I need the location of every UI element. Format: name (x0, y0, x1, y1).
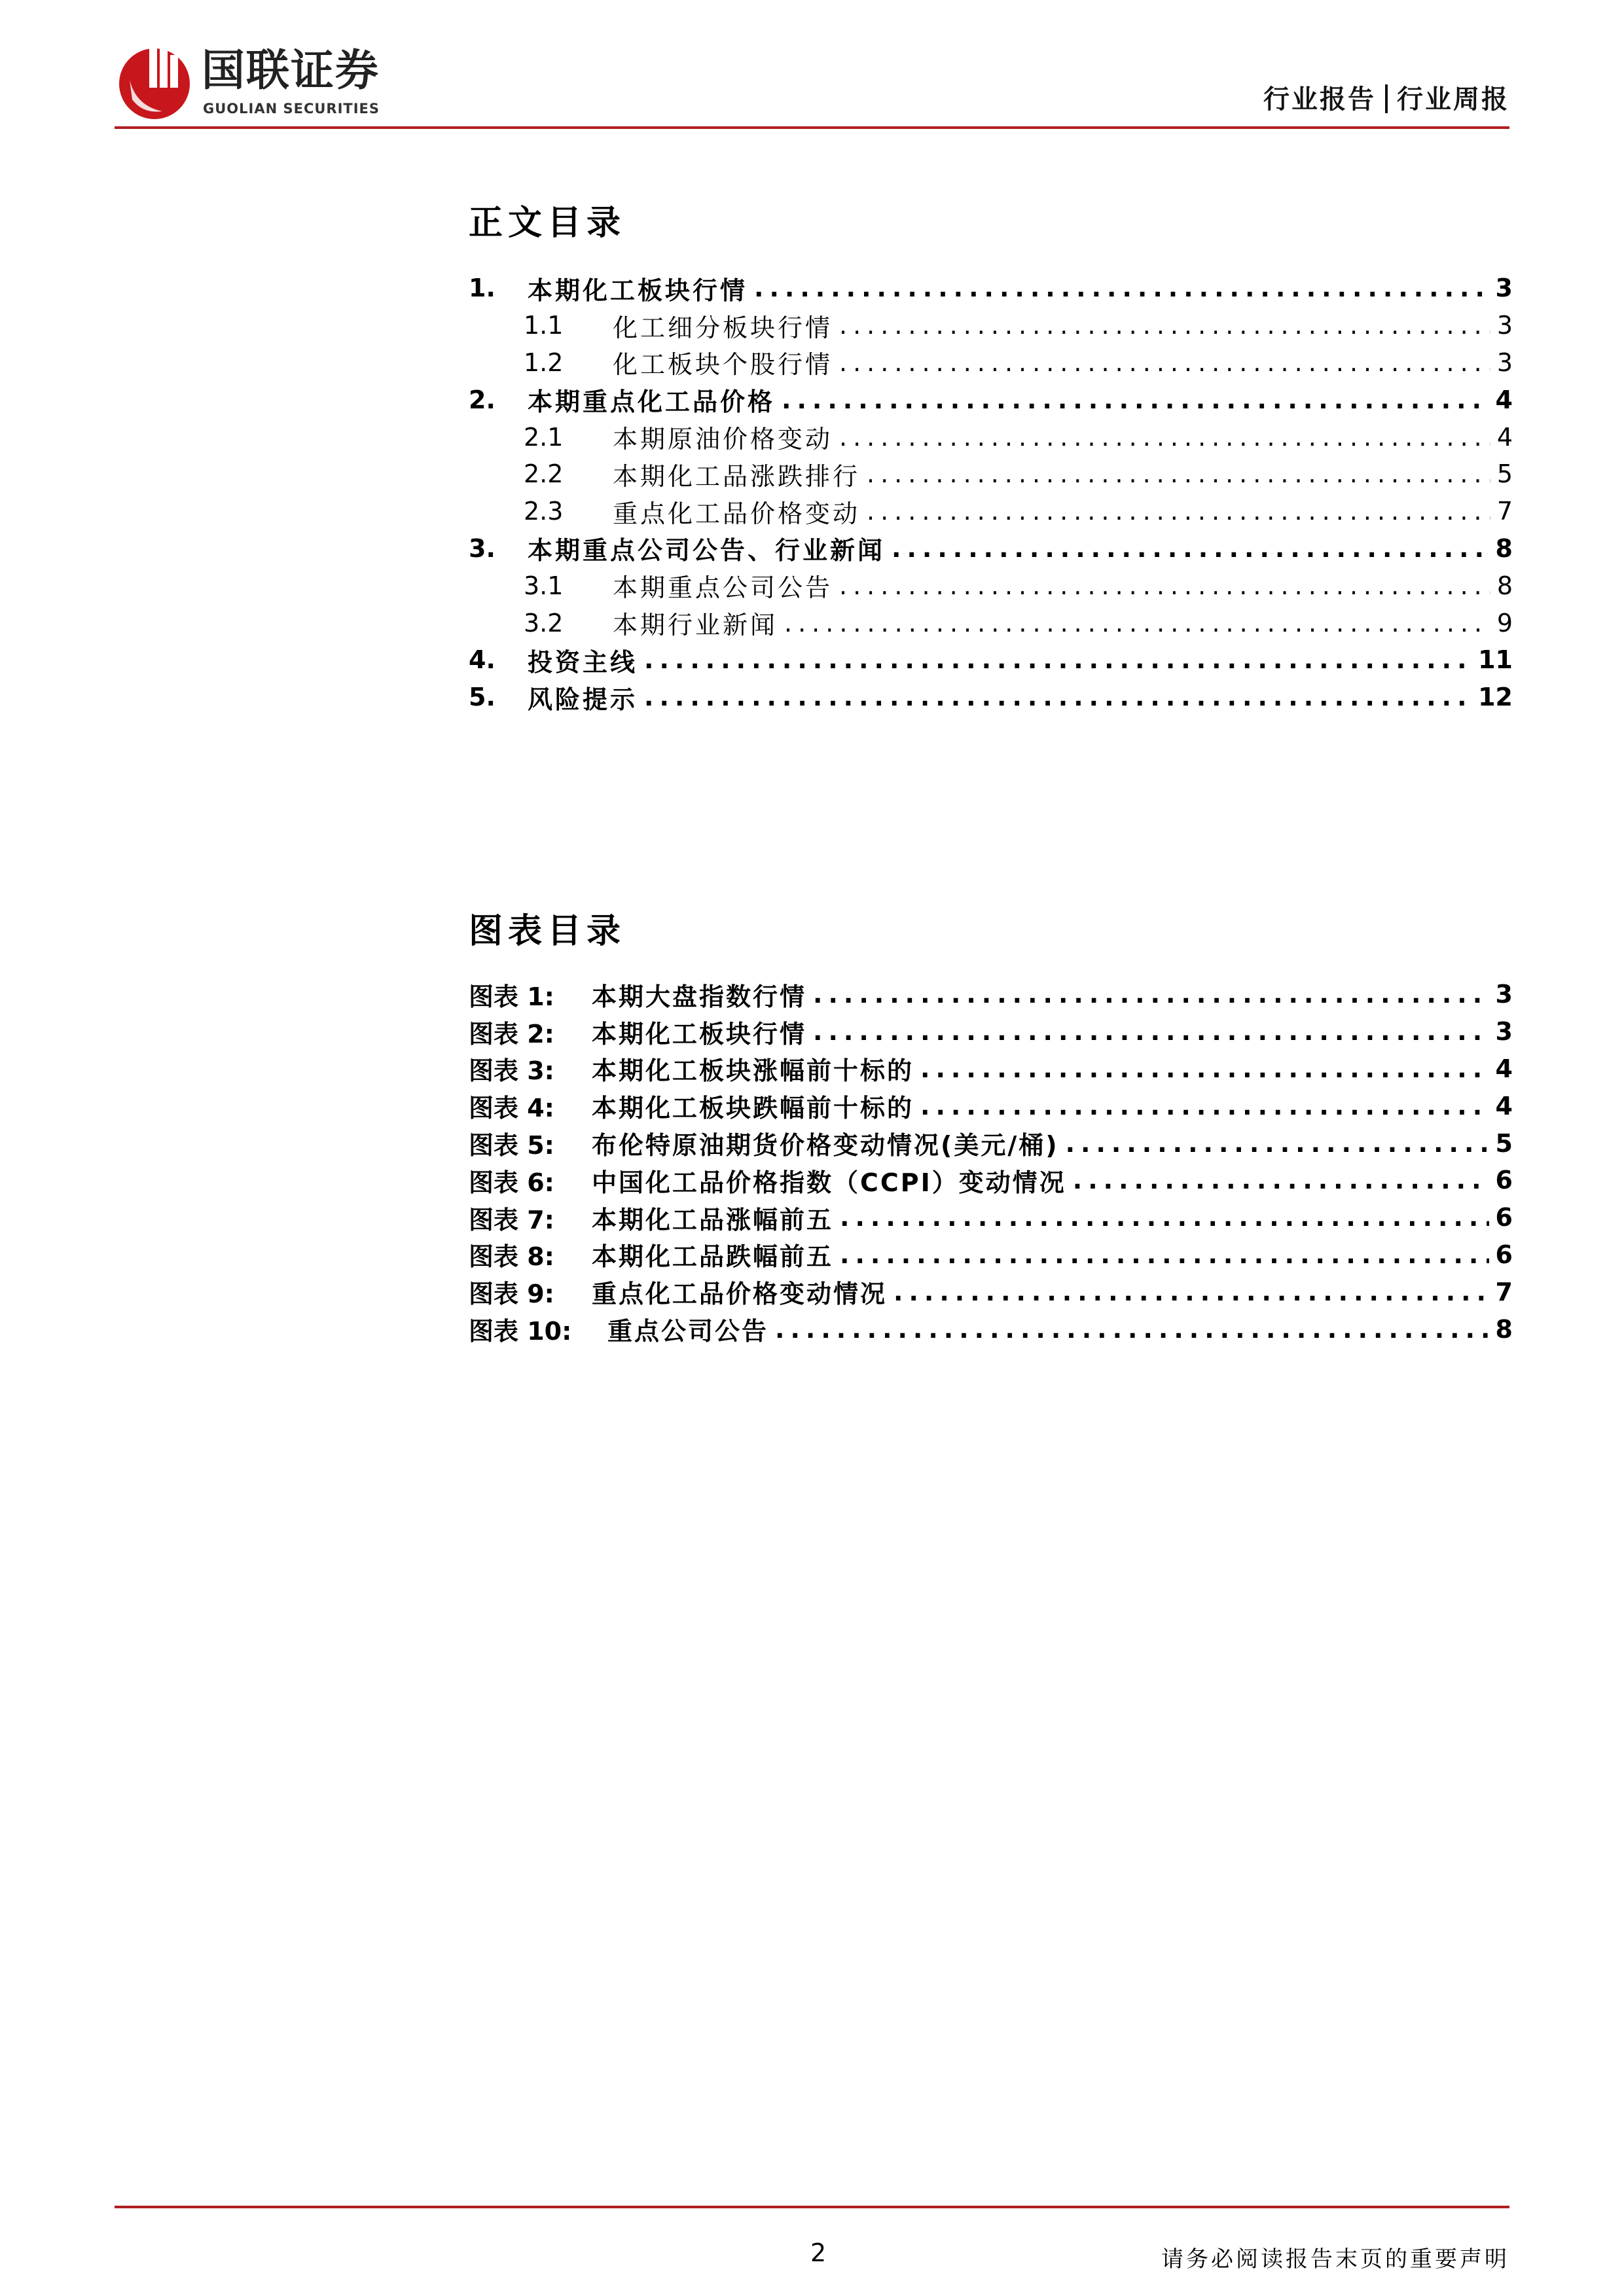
toc-item-title: 本期原油价格变动 (613, 425, 833, 454)
toc-item-number: 2.2 (524, 459, 564, 489)
toc-item[interactable] (469, 270, 1513, 307)
figure-page: 4 (1495, 1091, 1513, 1121)
figure-title: 本期化工板块跌幅前十标的 (592, 1094, 914, 1123)
figure-title: 中国化工品价格指数（CCPI）变动情况 (592, 1168, 1066, 1197)
toc-item-page: 3 (1496, 348, 1513, 377)
dot-leader (784, 609, 1490, 637)
figure-label: 图表 1: (469, 982, 554, 1011)
report-type (1263, 79, 1509, 116)
figure-page: 6 (1495, 1166, 1513, 1195)
dot-leader (839, 571, 1490, 600)
figure-item[interactable] (469, 1087, 1513, 1124)
figure-label: 图表 10: (469, 1317, 572, 1346)
figures-list (469, 976, 1513, 1348)
figure-page: 7 (1495, 1277, 1513, 1306)
toc-item-page: 9 (1496, 608, 1513, 637)
footer-rule (115, 2206, 1509, 2208)
toc-item[interactable] (469, 567, 1513, 604)
brand-name-en: GUOLIAN SECURITIES (203, 101, 380, 117)
dot-leader (1073, 1166, 1489, 1194)
dot-leader (839, 311, 1490, 340)
figure-page: 4 (1495, 1054, 1513, 1083)
toc-item-page: 3 (1495, 274, 1513, 303)
toc-heading: 正文目录 (469, 204, 626, 243)
figure-title: 重点化工品价格变动情况 (592, 1280, 888, 1309)
toc-item-number: 1.2 (524, 348, 564, 377)
toc-item-number: 1. (469, 274, 496, 303)
figure-title: 布伦特原油期货价格变动情况(美元/桶) (592, 1131, 1059, 1160)
figure-title: 本期化工板块涨幅前十标的 (592, 1056, 914, 1086)
figure-label: 图表 8: (469, 1242, 554, 1272)
figure-label: 图表 6: (469, 1168, 554, 1197)
dot-leader (893, 1278, 1489, 1306)
toc-item-number: 5. (469, 683, 496, 712)
toc-item-page: 3 (1496, 311, 1513, 340)
toc-item-title: 本期行业新闻 (613, 611, 778, 640)
toc-item-title: 化工细分板块行情 (613, 313, 833, 342)
dot-leader (644, 645, 1471, 674)
toc-item[interactable] (469, 604, 1513, 641)
toc-item-page: 11 (1478, 645, 1513, 675)
figure-page: 3 (1495, 1017, 1513, 1047)
toc-item-page: 7 (1496, 497, 1513, 526)
figure-item[interactable] (469, 976, 1513, 1013)
figures-heading: 图表目录 (469, 912, 626, 951)
figure-page: 6 (1495, 1203, 1513, 1232)
figure-item[interactable] (469, 1050, 1513, 1088)
toc-item-title: 本期重点公司公告 (613, 573, 833, 603)
figure-label: 图表 3: (469, 1056, 554, 1086)
figure-item[interactable] (469, 1236, 1513, 1274)
dot-leader (775, 1315, 1489, 1344)
toc-item-page: 12 (1478, 683, 1513, 712)
toc-item-page: 8 (1496, 571, 1513, 600)
toc-item-number: 2.1 (524, 422, 564, 452)
toc-item-title: 重点化工品价格变动 (613, 499, 861, 528)
toc-item[interactable] (469, 641, 1513, 679)
header-rule (115, 126, 1509, 129)
figure-item[interactable] (469, 1013, 1513, 1050)
figure-item[interactable] (469, 1162, 1513, 1199)
footer-disclaimer: 请务必阅读报告末页的重要声明 (1161, 2246, 1509, 2272)
separator-bar (1385, 84, 1388, 113)
dot-leader (782, 386, 1489, 414)
figure-item[interactable] (469, 1310, 1513, 1348)
dot-leader (1066, 1129, 1489, 1158)
toc-item-page: 5 (1496, 459, 1513, 489)
toc-item-title: 风险提示 (528, 685, 638, 714)
toc-item-page: 8 (1495, 533, 1513, 563)
dot-leader (840, 1240, 1489, 1269)
figure-title: 本期大盘指数行情 (592, 982, 807, 1011)
report-type-left: 行业报告 (1263, 84, 1376, 115)
dot-leader (892, 534, 1489, 563)
figure-item[interactable] (469, 1273, 1513, 1310)
figure-page: 5 (1495, 1128, 1513, 1158)
figure-page: 3 (1495, 980, 1513, 1009)
figure-title: 本期化工品跌幅前五 (592, 1242, 834, 1272)
figure-item[interactable] (469, 1124, 1513, 1162)
toc-item-number: 1.1 (524, 311, 564, 340)
toc-item-number: 4. (469, 645, 496, 675)
dot-leader (644, 683, 1471, 711)
toc-item[interactable] (469, 344, 1513, 382)
figure-label: 图表 5: (469, 1131, 554, 1160)
toc-item[interactable] (469, 530, 1513, 567)
toc-list (469, 270, 1513, 716)
dot-leader (754, 274, 1489, 302)
toc-item-title: 投资主线 (528, 647, 638, 677)
figure-item[interactable] (469, 1199, 1513, 1236)
report-type-right: 行业周报 (1397, 84, 1509, 115)
figure-label: 图表 9: (469, 1280, 554, 1309)
toc-item-number: 2.3 (524, 497, 564, 526)
toc-item[interactable] (469, 456, 1513, 493)
toc-item[interactable] (469, 679, 1513, 716)
figure-label: 图表 4: (469, 1094, 554, 1123)
toc-item-number: 3.1 (524, 571, 564, 600)
toc-item[interactable] (469, 418, 1513, 456)
toc-item-title: 本期重点公司公告、行业新闻 (528, 536, 886, 565)
figure-title: 重点公司公告 (607, 1317, 769, 1346)
page-number: 2 (810, 2238, 827, 2267)
toc-item-title: 本期化工板块行情 (528, 276, 748, 305)
toc-item-title: 本期重点化工品价格 (528, 387, 776, 417)
figure-label: 图表 7: (469, 1205, 554, 1234)
dot-leader (840, 1203, 1489, 1232)
figure-label: 图表 2: (469, 1019, 554, 1049)
dot-leader (813, 1017, 1489, 1046)
figure-page: 8 (1495, 1314, 1513, 1344)
dot-leader (839, 423, 1490, 452)
toc-item[interactable] (469, 493, 1513, 530)
figure-page: 6 (1495, 1240, 1513, 1269)
dot-leader (920, 1054, 1489, 1083)
toc-item-page: 4 (1495, 385, 1513, 414)
dot-leader (867, 497, 1490, 526)
toc-item-title: 本期化工品涨跌排行 (613, 461, 861, 491)
brand-name-cn: 国联证券 (202, 45, 380, 96)
brand-logo (117, 41, 431, 124)
toc-item-number: 3. (469, 533, 496, 563)
toc-item-number: 2. (469, 385, 496, 414)
dot-leader (839, 348, 1490, 377)
figure-title: 本期化工板块行情 (592, 1019, 807, 1049)
guolian-logo-icon (117, 41, 194, 124)
toc-item[interactable] (469, 381, 1513, 418)
toc-item-page: 4 (1496, 422, 1513, 452)
toc-item-number: 3.2 (524, 608, 564, 637)
figure-title: 本期化工品涨幅前五 (592, 1205, 834, 1234)
dot-leader (813, 980, 1489, 1009)
toc-item-title: 化工板块个股行情 (613, 350, 833, 380)
toc-item[interactable] (469, 307, 1513, 344)
dot-leader (867, 459, 1490, 488)
dot-leader (920, 1092, 1489, 1121)
